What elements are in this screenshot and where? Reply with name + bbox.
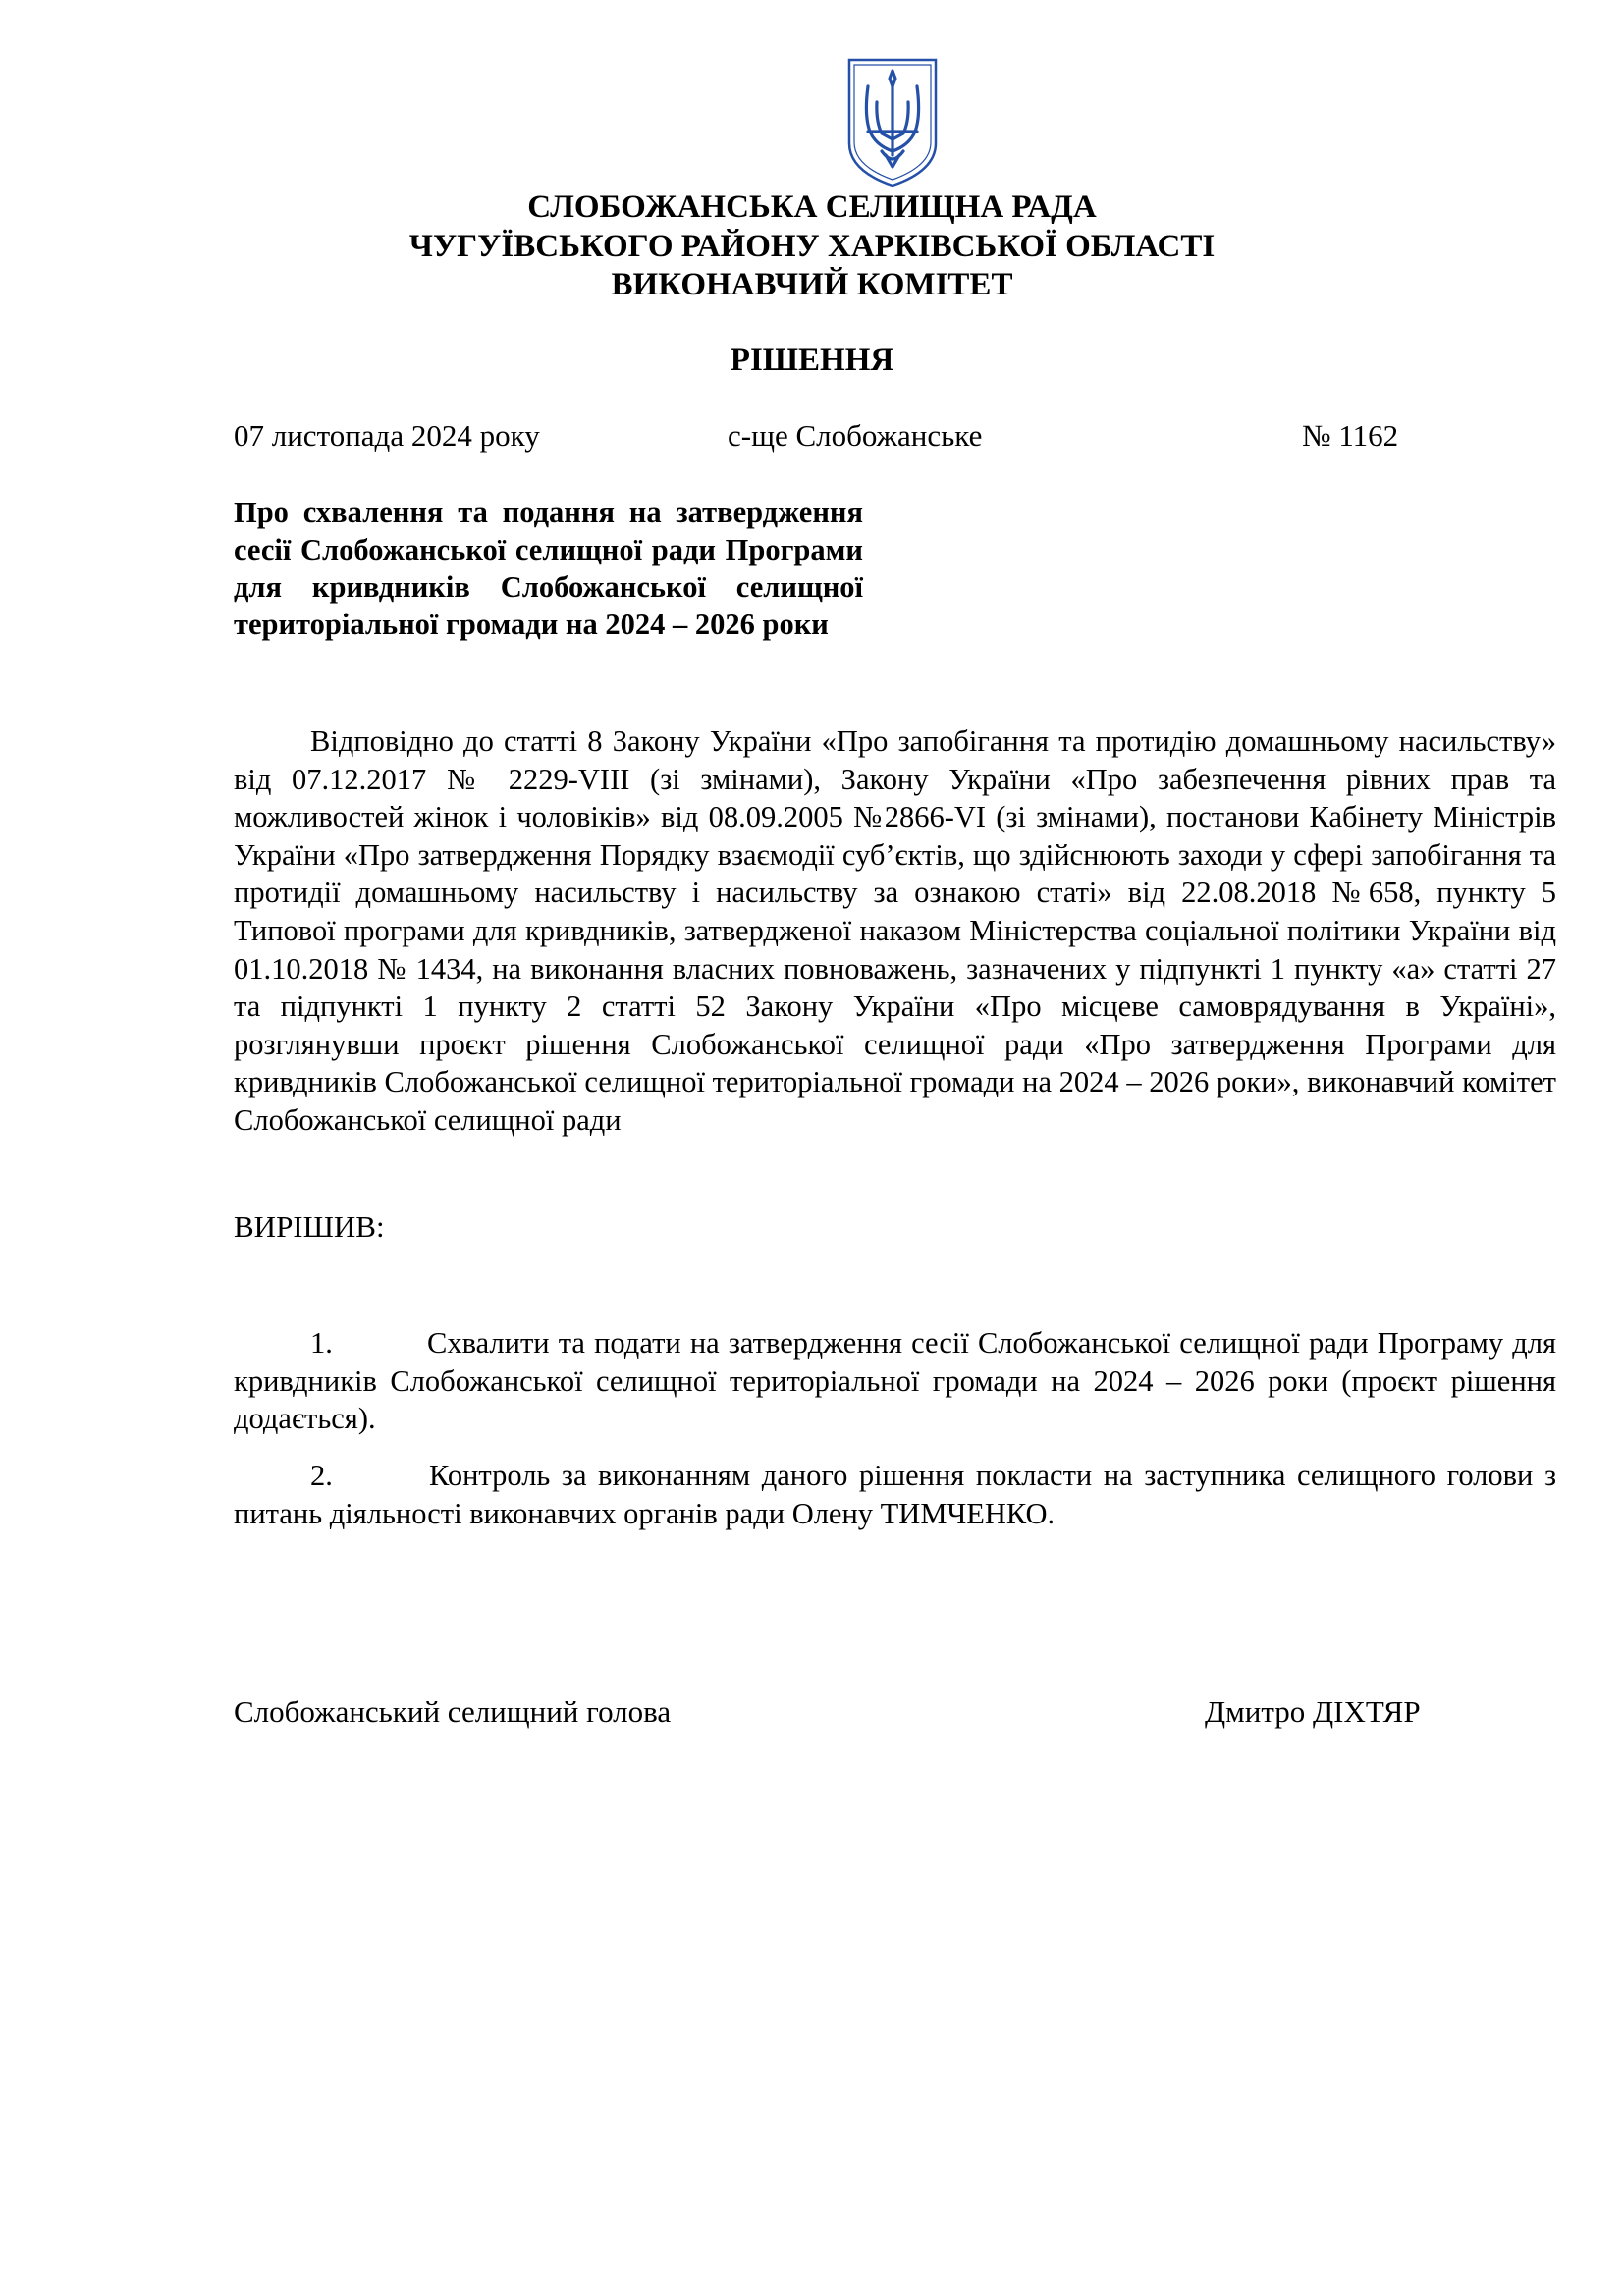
decision-subject: Про схвалення та подання на затвердження сесії Слобожанської селищної ради Програми для кривдників Слобожанської селищної територіальної громади на 2024 – 2026 роки [234,496,863,641]
council-name: СЛОБОЖАНСЬКА СЕЛИЩНА РАДА [527,189,1097,225]
decision-date: 07 листопада 2024 року [234,418,540,453]
preamble-paragraph: Відповідно до статті 8 Закону України «Про запобігання та протидію домашньому насильству» від 07.12.2017 № 2229-VIII (зі змінами), Закону України «Про забезпечення рівних прав та можливостей жінок і чоловіків» від 08.09.2005 №2866-VI (зі змінами), постанови Кабінету Міністрів України «Про затвердження Порядку взаємодії суб’єктів, що здійснюють заходи у сфері запобігання та протидії домашньому насильству і насильству за ознакою статі» від 22.08.2018 №658, пункту 5 Типової програми для кривдників, затвердженої наказом Міністерства соціальної політики України від 01.10.2018 № 1434, на виконання власних повноважень, зазначених у підпункті 1 пункту «а» статті 27 та підпункті 1 пункту 2 статті 52 Закону України «Про місцеве самоврядування в Україні», розглянувши проєкт рішення Слобожанської селищної ради «Про затвердження Програми для кривдників Слобожанської селищної територіальної громади на 2024 – 2026 роки», виконавчий комітет Слобожанської селищної ради [234,724,1556,1137]
decision-place: с-ще Слобожанське [728,418,983,453]
decision-item [234,1457,1556,1532]
district-region: ЧУГУЇВСЬКОГО РАЙОНУ ХАРКІВСЬКОЇ ОБЛАСТІ [408,229,1216,264]
signatory-name: Дмитро ДІХТЯР [1205,1694,1421,1729]
decided-label: ВИРІШИВ: [234,1209,385,1244]
decision-item [234,1324,1556,1438]
executive-committee: ВИКОНАВЧИЙ КОМІТЕТ [611,267,1013,302]
decision-number: № 1162 [1302,418,1399,453]
ukraine-coat-of-arms-icon [846,57,939,188]
item-number: 1. [310,1326,333,1360]
signatory-position: Слобожанський селищний голова [234,1694,672,1729]
document-title: РІШЕННЯ [730,343,894,378]
item-number: 2. [310,1459,333,1492]
item-text: Контроль за виконанням даного рішення покласти на заступника селищного голови з питань діяльності виконавчих органів ради Олену ТИМЧЕНКО. [234,1459,1556,1530]
item-text: Схвалити та подати на затвердження сесії Слобожанської селищної ради Програму для кривдників Слобожанської селищної територіальної громади на 2024 – 2026 роки (проєкт рішення додається). [234,1326,1556,1436]
